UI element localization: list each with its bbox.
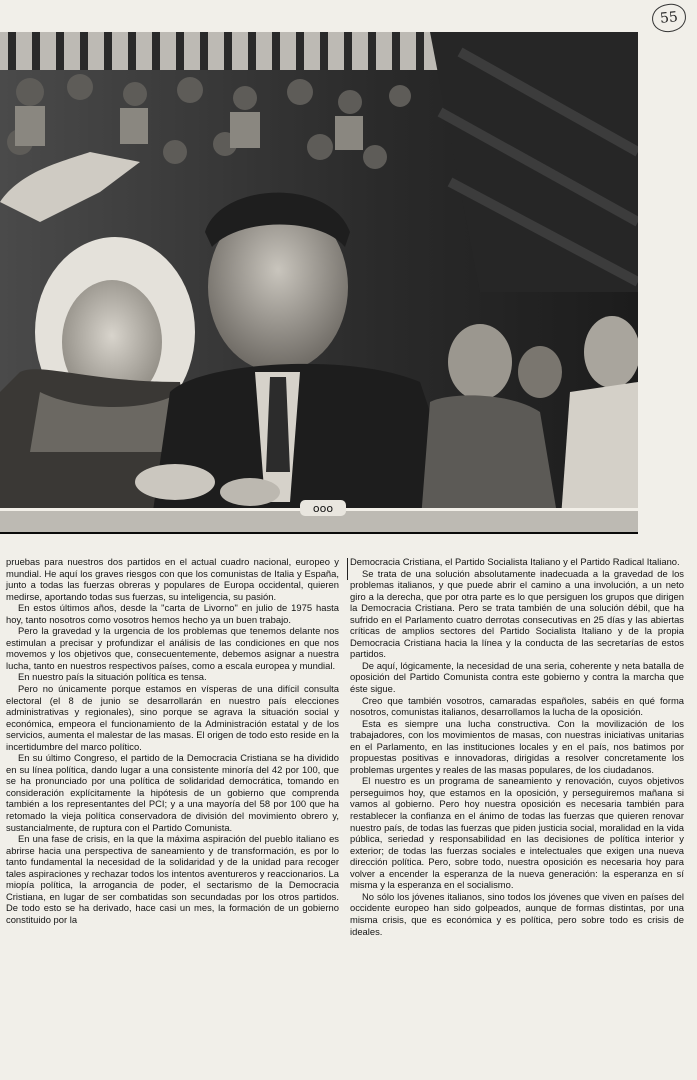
page-number: 55 [651, 2, 688, 33]
paragraph: De aquí, lógicamente, la necesidad de una seria, coherente y neta batalla de oposición del Partido Comunista contra este gobierno y contra la marcha que éste sigue. [350, 659, 684, 695]
article-body [0, 556, 697, 1076]
paragraph: El nuestro es un programa de saneamiento y renovación, cuyos objetivos perseguimos hoy, que estamos en la oposición, y perseguiremos mañana si vamos al gobierno. Pero hoy nuestra oposición es necesaria también para restablecer la confianza en el ánimo de todas las fuerzas que quieren renovar nuestro país, de todas las fuerzas que piden justicia social, moralidad en la vida pública, seriedad y responsabilidad en las decisiones de política interior y exterior; de todas las fuerzas sociales e intelectuales que exigen una nueva dirección política. Pero, sobre todo, nuestra oposición es necesaria hoy para volver a encender la esperanza de la nueva generación: la esperanza en sí misma y la esperanza en el socialismo. [350, 775, 684, 891]
paragraph: Democracia Cristiana, el Partido Socialista Italiano y el Partido Radical Italiano. [350, 556, 680, 567]
paragraph: En una fase de crisis, en la que la máxima aspiración del pueblo italiano es abrirse hacia una perspectiva de saneamiento y de transformación, es por lo tanto fundamental la necesidad de la solidaridad y de la unidad para recoger tales aspiraciones y rechazar todos los intentos aventureros y reaccionarios. La miopía política, la arrogancia de poder, el sectarismo de la Democracia Cristiana, en lugar de ser combatidas son secundadas por los otros partidos. De todo esto se ha derivado, hace casi un mes, la formación de un gobierno constituido por la [6, 833, 339, 925]
paragraph: Pero la gravedad y la urgencia de los problemas que tenemos delante nos estimulan a precisar y profundizar el análisis de las condiciones en que nos movemos y los objetivos que, consecuentemente, debemos asignar a nuestra lucha, tanto en nuestros respectivos países, como a escala europea y mundial. [6, 625, 339, 671]
paragraph: Se trata de una solución absolutamente inadecuada a la gravedad de los problemas italianos, y que puede abrir el camino a una involución, a un neto giro a la derecha, que por otra parte es lo que persiguen los grupos que dirigen la Democracia Cristiana. Pero se trata también de una solución débil, que ha sufrido en el Parlamento cuatro derrotas consecutivas en 25 días y las abiertas críticas de amplios sectores del Partido Socialista Italiano y de la propia Democracia Cristiana hacia la línea y la conducta de las secretarías de estos partidos. [350, 567, 684, 660]
article-column-left [6, 556, 339, 926]
paragraph: Creo que también vosotros, camaradas españoles, sabéis en qué forma nosotros, comunistas italianos, desarrollamos la lucha de la oposición. [350, 694, 684, 718]
paragraph: En estos últimos años, desde la "carta de Livorno" en julio de 1975 hasta hoy, tanto nosotros como vosotros hemos hecho ya un buen trabajo. [6, 602, 339, 625]
paragraph: No sólo los jóvenes italianos, sino todos los jóvenes que viven en países del occidente europeo han sido golpeados, aunque de formas distintas, por una misma crisis, que es económica y es política, pero sobre todo es crisis de ideales. [350, 890, 684, 937]
article-column-right [350, 556, 684, 937]
paragraph: En su último Congreso, el partido de la Democracia Cristiana se ha dividido en su línea política, dando lugar a una consistente minoría del 42 por 100, que se ha pronunciado por una política de solidaridad democrática, tomando en consideración explícitamente la hipótesis de un gobierno que comprenda también a los representantes del PCI; y a una mayoría del 58 por 100 que ha retomado la vieja política conservadora de división del movimiento obrero y, sustancialmente, de ruptura con el Partido Comunista. [6, 752, 339, 833]
lapel-badge: ooo [312, 502, 334, 515]
paragraph: Pero no únicamente porque estamos en vísperas de una difícil consulta electoral (el 8 de junio se desarrollarán en nuestro país elecciones administrativas y regionales), sino porque se agrava la situación social y económica, empeora el funcionamiento de la Administración estatal y de los servicios, aumenta el malestar de las masas. El origen de todo esto reside en la incertidumbre del marco político. [6, 683, 339, 752]
column-rule [347, 558, 348, 580]
paragraph: En nuestro país la situación política es tensa. [18, 671, 207, 683]
photo-illustration [0, 32, 638, 532]
news-photo [0, 32, 638, 534]
paragraph: Esta es siempre una lucha constructiva. Con la movilización de los trabajadores, con los movimientos de masas, con nuestras iniciativas unitarias en el Parlamento, en las instituciones locales y en el país, nos batimos por propuestas positivas e innovadoras, dirigidas a resolver concretamente los problemas urgentes y reales de las masas populares, de los ciudadanos. [350, 717, 684, 775]
paragraph: pruebas para nuestros dos partidos en el actual cuadro nacional, europeo y mundial. He aquí los graves riesgos con que los comunistas de Italia y España, junto a todas las fuerzas obreras y populares de Europa occidental, quieren medirse, aportando todas sus fuerzas, su inteligencia, su pasión. [6, 556, 339, 602]
